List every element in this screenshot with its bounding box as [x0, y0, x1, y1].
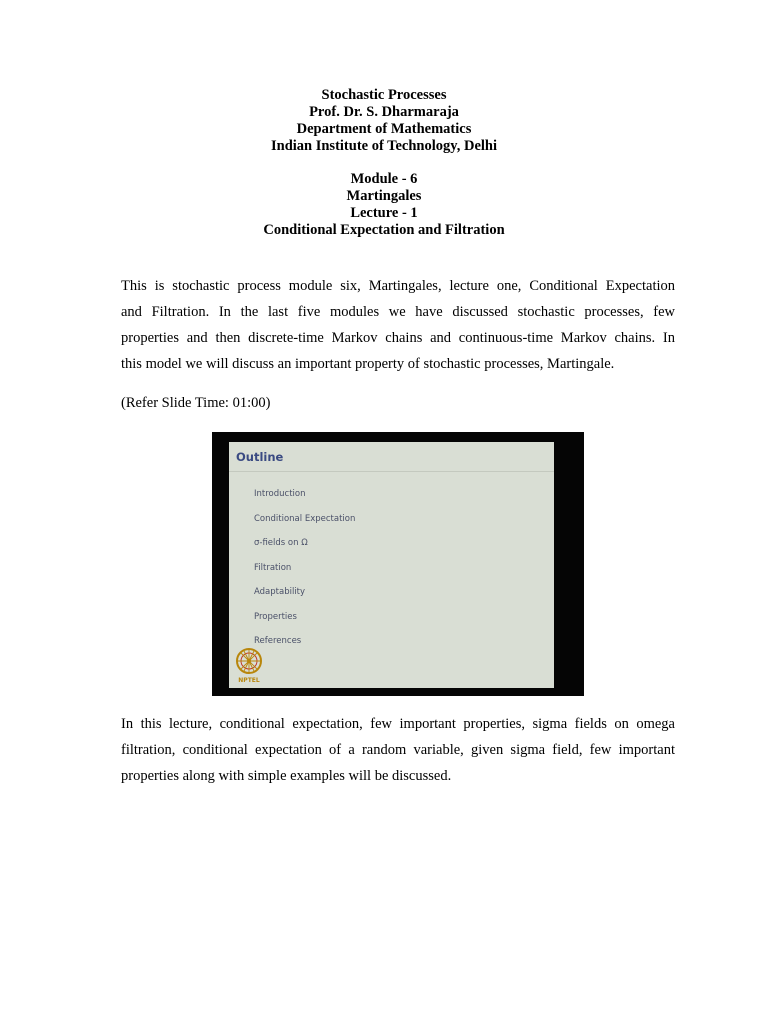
- slide-divider: [229, 471, 554, 472]
- course-title: Stochastic Processes: [321, 87, 447, 103]
- paragraph-line: This is stochastic process module six, Martingales, lecture one, Conditional Expectation: [121, 278, 675, 294]
- department-name: Department of Mathematics: [296, 121, 472, 137]
- institute-name: Indian Institute of Technology, Delhi: [270, 138, 498, 154]
- lecture-title: Conditional Expectation and Filtration: [263, 222, 505, 238]
- nptel-logo-icon: [233, 646, 265, 684]
- summary-paragraph: [121, 711, 675, 789]
- header-spacer: [0, 155, 768, 171]
- paragraph-line: properties and then discrete-time Markov chains and continuous-time Markov chains. In: [121, 330, 675, 346]
- lecture-number: Lecture - 1: [350, 205, 418, 221]
- slide-content: [229, 442, 554, 688]
- outline-item: Introduction: [254, 489, 306, 499]
- outline-item: σ-fields on Ω: [254, 538, 308, 548]
- paragraph-line: properties along with simple examples will be discussed.: [121, 768, 452, 784]
- nptel-logo-text: NPTEL: [238, 677, 260, 684]
- paragraph-line: this model we will discuss an important property of stochastic processes, Martingale.: [121, 356, 615, 372]
- paragraph-line: and Filtration. In the last five modules we have discussed stochastic processes, few: [121, 304, 675, 320]
- refer-slide-time: (Refer Slide Time: 01:00): [121, 395, 271, 411]
- outline-item: Properties: [254, 611, 297, 622]
- paragraph-line: filtration, conditional expectation of a random variable, given sigma field, few important: [121, 742, 675, 758]
- outline-item: Conditional Expectation: [254, 513, 356, 524]
- intro-paragraph: [121, 273, 675, 377]
- module-number: Module - 6: [350, 171, 418, 187]
- outline-item: Adaptability: [254, 587, 306, 597]
- professor-name: Prof. Dr. S. Dharmaraja: [309, 104, 459, 120]
- paragraph-line: In this lecture, conditional expectation, few important properties, sigma fields on omega: [121, 716, 675, 732]
- module-title: Martingales: [346, 188, 422, 204]
- slide-title: Outline: [236, 450, 284, 464]
- outline-item: References: [254, 636, 302, 646]
- outline-item: Filtration: [254, 562, 292, 573]
- outline-list: [254, 488, 355, 660]
- document-header: [0, 87, 768, 239]
- slide-image: [212, 432, 584, 696]
